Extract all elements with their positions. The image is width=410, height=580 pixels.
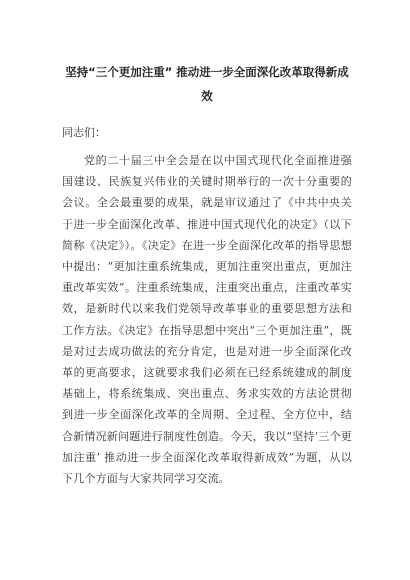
salutation: 同志们： [62, 126, 106, 139]
body-paragraph: 党的二十届三中全会是在以中国式现代化全面推进强国建设、民族复兴伟业的关键时期举行的一次十分重要的会议。全会最重要的成果，就是审议通过了《中共中央关于进一步全面深化改革、推进中国式现代化的决定》（以下简称《决定》）。《决定》在进一步全面深化改革的指导思想中提出：“更加注重系统集成，更加注重突出重点，更加注重改革实效”。注重系统集成，注重突出重点，注重改革实效，是新时代以来我们党领导改革事业的重要思想方法和工作方法。《决定》在指导思想中突出“三个更加注重”，既是对过去成功做法的充分肯定，也是对进一步全面深化改革的更高要求，这就要求我们必须在已经系统建成的制度基础上，将系统集成、突出重点、务求实效的方法论贯彻到进一步全面深化改革的全周期、全过程、全方位中，结合新情况新问题进行制度性创造。今天，我以“坚持‘三个更加注重’ 推动进一步全面深化改革取得新成效”为题，从以下几个方面与大家共同学习交流。 [62, 154, 352, 486]
document-title: 坚持“三个更加注重” 推动进一步全面深化改革取得新成效 [65, 65, 349, 103]
